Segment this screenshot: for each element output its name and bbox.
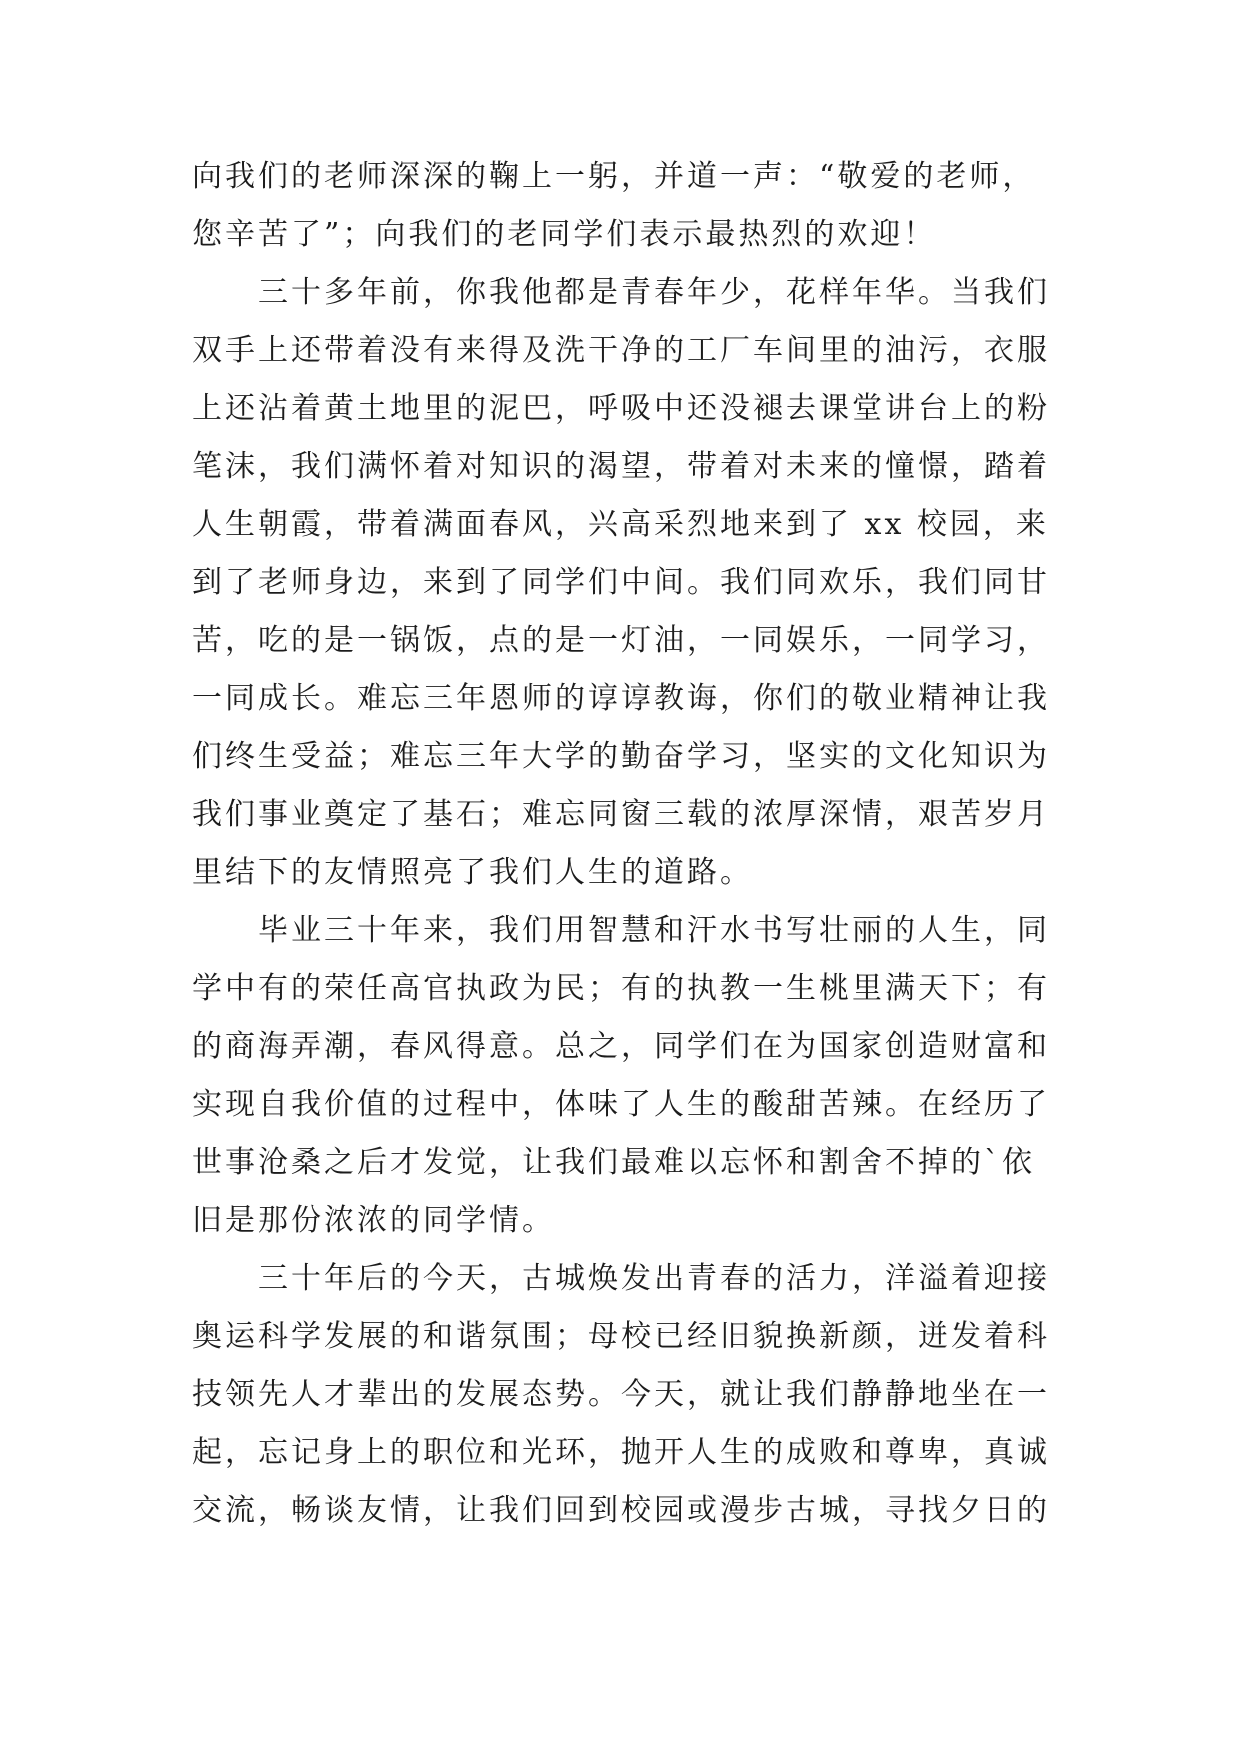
text-line: 技领先人才辈出的发展态势。今天，就让我们静静地坐在一 (192, 1377, 1050, 1412)
text-line: 交流，畅谈友情，让我们回到校园或漫步古城，寻找夕日的 (192, 1493, 1050, 1528)
text-line: 笔沫，我们满怀着对知识的渴望，带着对未来的憧憬，踏着 (192, 449, 1050, 484)
text-line: 双手上还带着没有来得及洗干净的工厂车间里的油污，衣服 (192, 333, 1050, 368)
text-line: 向我们的老师深深的鞠上一躬，并道一声：“敬爱的老师， (192, 159, 1036, 194)
text-line: 旧是那份浓浓的同学情。 (192, 1203, 555, 1238)
text-line: 奥运科学发展的和谐氛围；母校已经旧貌换新颜，迸发着科 (192, 1319, 1050, 1354)
text-line: 学中有的荣任高官执政为民；有的执教一生桃里满天下；有 (192, 971, 1050, 1006)
document-body (192, 148, 1052, 1540)
text-line: 您辛苦了”；向我们的老同学们表示最热烈的欢迎！ (192, 217, 937, 252)
text-line: 的商海弄潮，春风得意。总之，同学们在为国家创造财富和 (192, 1029, 1050, 1064)
paragraph-start-line: 三十多年前，你我他都是青春年少，花样年华。当我们 (258, 275, 1050, 310)
text-line: 里结下的友情照亮了我们人生的道路。 (192, 855, 753, 890)
text-line: 到了老师身边，来到了同学们中间。我们同欢乐，我们同甘 (192, 565, 1050, 600)
text-line: 一同成长。难忘三年恩师的谆谆教诲，你们的敬业精神让我 (192, 681, 1050, 716)
text-line: 们终生受益；难忘三年大学的勤奋学习，坚实的文化知识为 (192, 739, 1050, 774)
text-line: 世事沧桑之后才发觉，让我们最难以忘怀和割舍不掉的`依 (192, 1145, 1035, 1180)
text-line: 起，忘记身上的职位和光环，抛开人生的成败和尊卑，真诚 (192, 1435, 1050, 1470)
paragraph-start-line: 三十年后的今天，古城焕发出青春的活力，洋溢着迎接 (258, 1261, 1050, 1296)
text-line: 我们事业奠定了基石；难忘同窗三载的浓厚深情，艰苦岁月 (192, 797, 1050, 832)
text-line: 人生朝霞，带着满面春风，兴高采烈地来到了 xx 校园，来 (192, 507, 1049, 542)
text-line: 上还沾着黄土地里的泥巴，呼吸中还没褪去课堂讲台上的粉 (192, 391, 1050, 426)
text-line: 实现自我价值的过程中，体味了人生的酸甜苦辣。在经历了 (192, 1087, 1050, 1122)
text-line: 苦，吃的是一锅饭，点的是一灯油，一同娱乐，一同学习， (192, 623, 1050, 658)
paragraph-start-line: 毕业三十年来，我们用智慧和汗水书写壮丽的人生，同 (258, 913, 1050, 948)
